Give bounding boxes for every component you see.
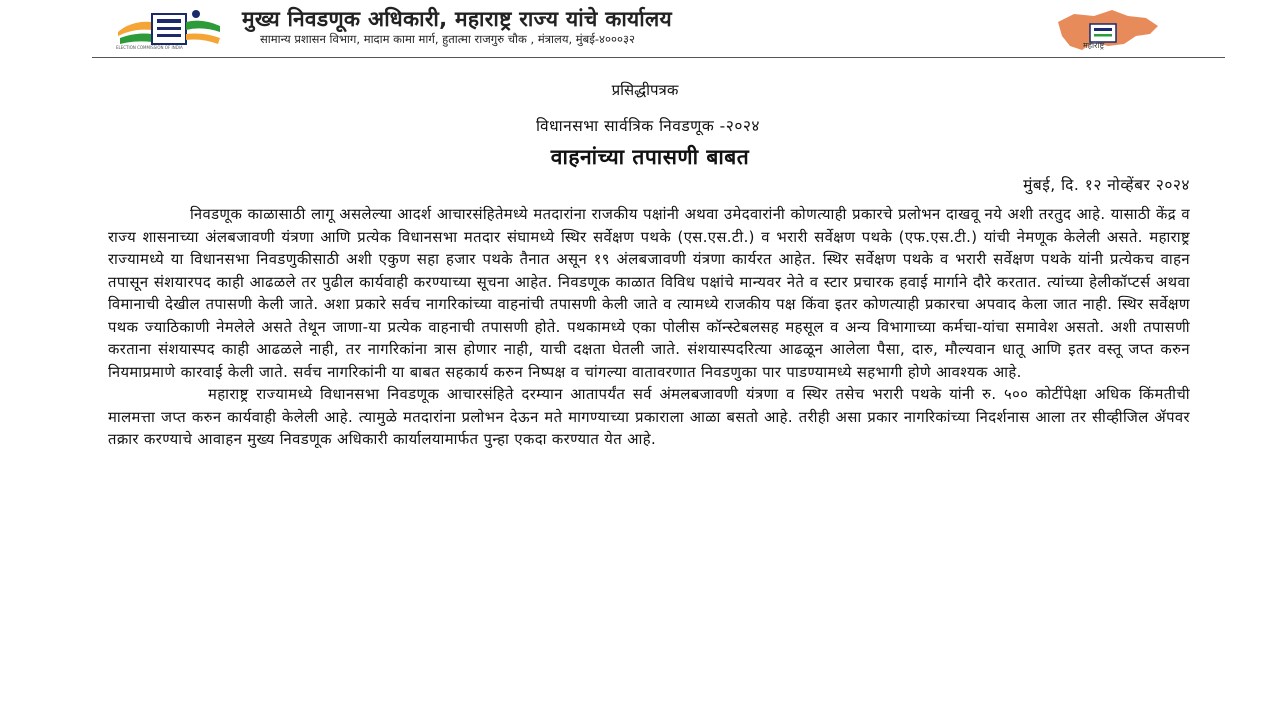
maharashtra-logo-label: महाराष्ट्र [1083,41,1105,50]
header-divider [92,57,1225,58]
press-release-label: प्रसिद्धीपत्रक [611,81,679,99]
election-commission-logo [112,6,230,50]
svg-text:ELECTION COMMISSION OF INDIA: ELECTION COMMISSION OF INDIA [116,45,183,50]
office-title: मुख्य निवडणूक अधिकारी, महाराष्ट्र राज्य यांचे कार्यालय [242,7,672,31]
maharashtra-map-logo [1050,8,1170,58]
document-heading: वाहनांच्या तपासणी बाबत [550,145,750,169]
body-paragraph-1: निवडणूक काळासाठी लागू असलेल्या आदर्श आचारसंहितेमध्ये मतदारांना राजकीय पक्षांनी अथवा उमेदवारांनी कोणत्याही प्रकारचे प्रलोभन दाखवू नये अशी तरतुद आहे. यासाठी केंद्र व राज्य शासनाच्या अंलबजावणी यंत्रणा आणि प्रत्येक विधानसभा मतदार संघामध्ये स्थिर सर्वेक्षण पथके (एस.एस.टी.) व भरारी सर्वेक्षण पथके (एफ.एस.टी.) यांची नेमणूक केलेली असते. महाराष्ट्र राज्यामध्ये या विधानसभा निवडणुकीसाठी अशी एकुण सहा हजार पथके तैनात असून १९ अंलबजावणी यंत्रणा कार्यरत आहेत. स्थिर सर्वेक्षण पथके व भरारी सर्वेक्षण पथके यांनी प्रत्येकच वाहन तपासून संशयारपद काही आढळले तर पुढील कार्यवाही करण्याच्या सूचना आहेत. निवडणूक काळात विविध पक्षांचे मान्यवर नेते व स्टार प्रचारक हवाई मार्गाने दौरे करतात. त्यांच्या हेलीकॉप्टर्स अथवा विमानाची देखील तपासणी केली जाते. अशा प्रकारे सर्वच नागरिकांच्या वाहनांची तपासणी केली जाते व त्यामध्ये राजकीय पक्ष किंवा इतर कोणत्याही प्रकारचा अपवाद केला जात नाही. स्थिर सर्वेक्षण पथक ज्याठिकाणी नेमलेले असते तेथून जाणा-या प्रत्येक वाहनाची तपासणी होते. पथकामध्ये एका पोलीस कॉन्स्टेबलसह महसूल व अन्य विभागाच्या कर्मचा-यांचा समावेश असतो. अशी तपासणी करताना संशयास्पद काही आढळले नाही, तर नागरिकांना त्रास होणार नाही, याची दक्षता घेतली जाते. संशयास्पदरित्या आढळून आलेला पैसा, दारु, मौल्यवान धातू आणि इतर वस्तू जप्त करुन नियमाप्रमाणे कारवाई केली जाते. सर्वच नागरिकांनी या बाबत सहकार्य करुन निष्पक्ष व चांगल्या वातावरणात निवडणुका पार पाडण्यामध्ये सहभागी होणे आवश्यक आहे. [108,206,1190,381]
body-paragraph-2: महाराष्ट्र राज्यामध्ये विधानसभा निवडणूक आचारसंहिते दरम्यान आतापर्यंत सर्व अंमलबजावणी यंत्रणा व स्थिर तसेच भरारी पथके यांनी रु. ५०० कोटींपेक्षा अधिक किंमतीची मालमत्ता जप्त करुन कार्यवाही केलेली आहे. त्यामुळे मतदारांना प्रलोभन देऊन मते मागण्याच्या प्रकाराला आळा बसतो आहे. तरीही असा प्रकार नागरिकांच्या निदर्शनास आला तर सीव्हीजिल ॲपवर तक्रार करण्याचे आवाहन मुख्य निवडणूक अधिकारी कार्यालयामार्फत पुन्हा एकदा करण्यात येत आहे. [108,386,1190,448]
document-body [108,204,1190,452]
document-subtitle: विधानसभा सार्वत्रिक निवडणूक -२०२४ [535,117,760,135]
document-date: मुंबई, दि. १२ नोव्हेंबर २०२४ [1023,176,1190,194]
office-address: सामान्य प्रशासन विभाग, मादाम कामा मार्ग, हुतात्मा राजगुरु चौक , मंत्रालय, मुंबई-४०००३२ [260,32,635,46]
document-header [0,0,1280,62]
